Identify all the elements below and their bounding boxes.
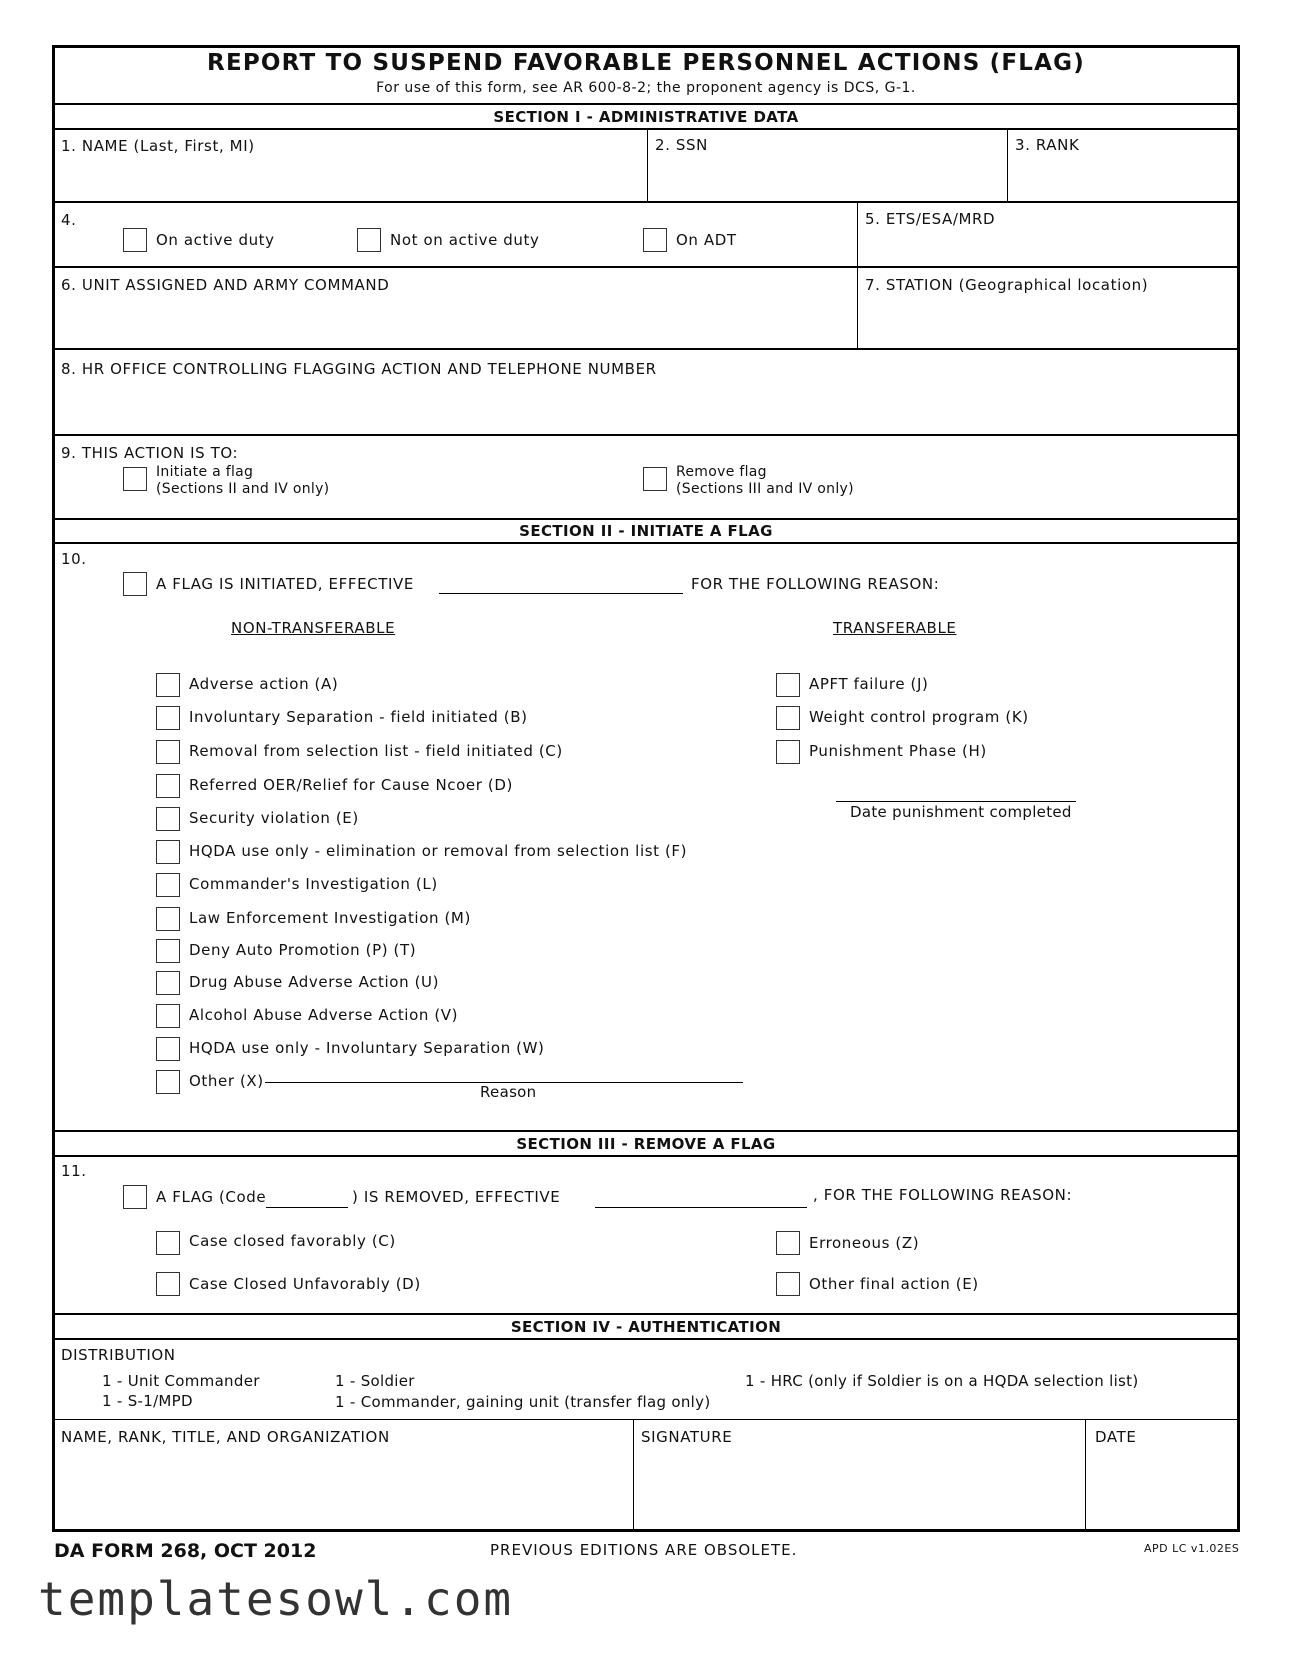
deny-auto-promotion-label: Deny Auto Promotion (P) (T)	[189, 941, 417, 959]
date-field[interactable]	[1087, 1421, 1237, 1529]
date-label: DATE	[1095, 1428, 1137, 1446]
other-final-action-label: Other final action (E)	[809, 1275, 979, 1293]
obsolete-notice: PREVIOUS EDITIONS ARE OBSOLETE.	[490, 1541, 798, 1559]
hqda-involuntary-separation-checkbox[interactable]	[156, 1037, 180, 1061]
removed-effective-date-line[interactable]	[595, 1207, 807, 1208]
version-label: APD LC v1.02ES	[1144, 1542, 1240, 1555]
referred-oer-label: Referred OER/Relief for Cause Ncoer (D)	[189, 776, 513, 794]
case-closed-unfavorably-label: Case Closed Unfavorably (D)	[189, 1275, 421, 1293]
item-10-label: 10.	[61, 550, 87, 568]
distribution-s1: 1 - S-1/MPD	[102, 1392, 193, 1410]
initiate-flag-line1: Initiate a flag	[156, 464, 254, 480]
section-4-heading: SECTION IV - AUTHENTICATION	[510, 1318, 782, 1336]
other-checkbox[interactable]	[156, 1070, 180, 1094]
commanders-investigation-checkbox[interactable]	[156, 873, 180, 897]
commanders-investigation-label: Commander's Investigation (L)	[189, 875, 438, 893]
transferable-heading: TRANSFERABLE	[833, 619, 957, 637]
not-on-active-duty-label: Not on active duty	[390, 231, 540, 249]
ets-field-label: 5. ETS/ESA/MRD	[865, 210, 996, 228]
punishment-phase-checkbox[interactable]	[776, 740, 800, 764]
distribution-gaining-unit: 1 - Commander, gaining unit (transfer flag only)	[335, 1393, 711, 1411]
unit-field[interactable]	[57, 268, 855, 348]
not-on-active-duty-checkbox[interactable]	[357, 228, 381, 252]
ssn-field-label: 2. SSN	[655, 136, 708, 154]
on-adt-checkbox[interactable]	[643, 228, 667, 252]
name-field[interactable]	[57, 129, 645, 201]
rank-field[interactable]	[1009, 129, 1237, 201]
case-closed-favorably-checkbox[interactable]	[156, 1231, 180, 1255]
flag-initiated-text: A FLAG IS INITIATED, EFFECTIVE	[156, 575, 414, 593]
drug-abuse-label: Drug Abuse Adverse Action (U)	[189, 973, 440, 991]
item-4-label: 4.	[61, 211, 77, 229]
apft-failure-checkbox[interactable]	[776, 673, 800, 697]
ssn-field[interactable]	[649, 129, 1005, 201]
removal-selection-list-label: Removal from selection list - field initiated (C)	[189, 742, 563, 760]
weight-control-program-label: Weight control program (K)	[809, 708, 1029, 726]
alcohol-abuse-checkbox[interactable]	[156, 1004, 180, 1028]
section-2-heading: SECTION II - INITIATE A FLAG	[519, 522, 773, 540]
on-active-duty-checkbox[interactable]	[123, 228, 147, 252]
flag-initiated-checkbox[interactable]	[123, 572, 147, 596]
non-transferable-heading: NON-TRANSFERABLE	[231, 619, 396, 637]
station-field-label: 7. STATION (Geographical location)	[865, 276, 1149, 294]
other-label: Other (X)	[189, 1072, 264, 1090]
flag-code-line[interactable]	[266, 1207, 348, 1208]
remove-flag-checkbox[interactable]	[643, 467, 667, 491]
watermark: templatesowl.com	[38, 1572, 514, 1626]
law-enforcement-investigation-label: Law Enforcement Investigation (M)	[189, 909, 471, 927]
flag-removed-text: ) IS REMOVED, EFFECTIVE	[352, 1188, 561, 1206]
erroneous-label: Erroneous (Z)	[809, 1234, 920, 1252]
weight-control-program-checkbox[interactable]	[776, 706, 800, 730]
form-subtitle: For use of this form, see AR 600-8-2; the proponent agency is DCS, G-1.	[376, 80, 916, 96]
initiated-reason-text: FOR THE FOLLOWING REASON:	[691, 575, 940, 593]
alcohol-abuse-label: Alcohol Abuse Adverse Action (V)	[189, 1006, 459, 1024]
case-closed-favorably-label: Case closed favorably (C)	[189, 1232, 396, 1250]
adverse-action-checkbox[interactable]	[156, 673, 180, 697]
initiated-effective-date-line[interactable]	[439, 593, 683, 594]
ets-field[interactable]	[859, 202, 1237, 266]
hqda-elimination-label: HQDA use only - elimination or removal from selection list (F)	[189, 842, 688, 860]
section-1-heading: SECTION I - ADMINISTRATIVE DATA	[493, 108, 799, 126]
item-9-label: 9. THIS ACTION IS TO:	[61, 444, 239, 462]
removal-selection-list-checkbox[interactable]	[156, 740, 180, 764]
case-closed-unfavorably-checkbox[interactable]	[156, 1272, 180, 1296]
law-enforcement-investigation-checkbox[interactable]	[156, 907, 180, 931]
hr-office-field-label: 8. HR OFFICE CONTROLLING FLAGGING ACTION AND TELEPHONE NUMBER	[61, 360, 657, 378]
security-violation-label: Security violation (E)	[189, 809, 359, 827]
other-final-action-checkbox[interactable]	[776, 1272, 800, 1296]
removed-reason-text: , FOR THE FOLLOWING REASON:	[813, 1186, 1073, 1204]
distribution-unit-commander: 1 - Unit Commander	[102, 1372, 260, 1390]
distribution-label: DISTRIBUTION	[61, 1346, 176, 1364]
other-reason-label: Reason	[480, 1083, 537, 1101]
flag-removed-checkbox[interactable]	[123, 1185, 147, 1209]
initiate-flag-line2: (Sections II and IV only)	[156, 481, 330, 497]
flag-code-text: A FLAG (Code	[156, 1188, 267, 1206]
remove-flag-line2: (Sections III and IV only)	[676, 481, 854, 497]
hqda-elimination-checkbox[interactable]	[156, 840, 180, 864]
name-field-label: 1. NAME (Last, First, MI)	[61, 137, 255, 155]
form-number: DA FORM 268, OCT 2012	[54, 1540, 317, 1562]
section-3-heading: SECTION III - REMOVE A FLAG	[516, 1135, 776, 1153]
signature-label: SIGNATURE	[641, 1428, 733, 1446]
item-11-label: 11.	[61, 1162, 87, 1180]
involuntary-separation-label: Involuntary Separation - field initiated (B)	[189, 708, 528, 726]
security-violation-checkbox[interactable]	[156, 807, 180, 831]
remove-flag-line1: Remove flag	[676, 464, 767, 480]
name-rank-title-field[interactable]	[57, 1421, 631, 1529]
deny-auto-promotion-checkbox[interactable]	[156, 939, 180, 963]
signature-field[interactable]	[635, 1421, 1083, 1529]
station-field[interactable]	[859, 268, 1237, 348]
initiate-flag-checkbox[interactable]	[123, 467, 147, 491]
hqda-involuntary-separation-label: HQDA use only - Involuntary Separation (W)	[189, 1039, 545, 1057]
involuntary-separation-checkbox[interactable]	[156, 706, 180, 730]
on-active-duty-label: On active duty	[156, 231, 275, 249]
punishment-date-label: Date punishment completed	[850, 803, 1072, 821]
adverse-action-label: Adverse action (A)	[189, 675, 339, 693]
distribution-soldier: 1 - Soldier	[335, 1372, 415, 1390]
referred-oer-checkbox[interactable]	[156, 774, 180, 798]
drug-abuse-checkbox[interactable]	[156, 971, 180, 995]
unit-field-label: 6. UNIT ASSIGNED AND ARMY COMMAND	[61, 276, 390, 294]
form-title: REPORT TO SUSPEND FAVORABLE PERSONNEL ACTIONS (FLAG)	[207, 50, 1085, 76]
form-frame	[52, 45, 1240, 1532]
name-rank-title-label: NAME, RANK, TITLE, AND ORGANIZATION	[61, 1428, 390, 1446]
erroneous-checkbox[interactable]	[776, 1231, 800, 1255]
rank-field-label: 3. RANK	[1015, 136, 1080, 154]
on-adt-label: On ADT	[676, 231, 737, 249]
distribution-hrc: 1 - HRC (only if Soldier is on a HQDA selection list)	[745, 1372, 1139, 1390]
punishment-date-line[interactable]	[836, 801, 1076, 802]
punishment-phase-label: Punishment Phase (H)	[809, 742, 987, 760]
apft-failure-label: APFT failure (J)	[809, 675, 929, 693]
hr-office-field[interactable]	[57, 350, 1237, 434]
